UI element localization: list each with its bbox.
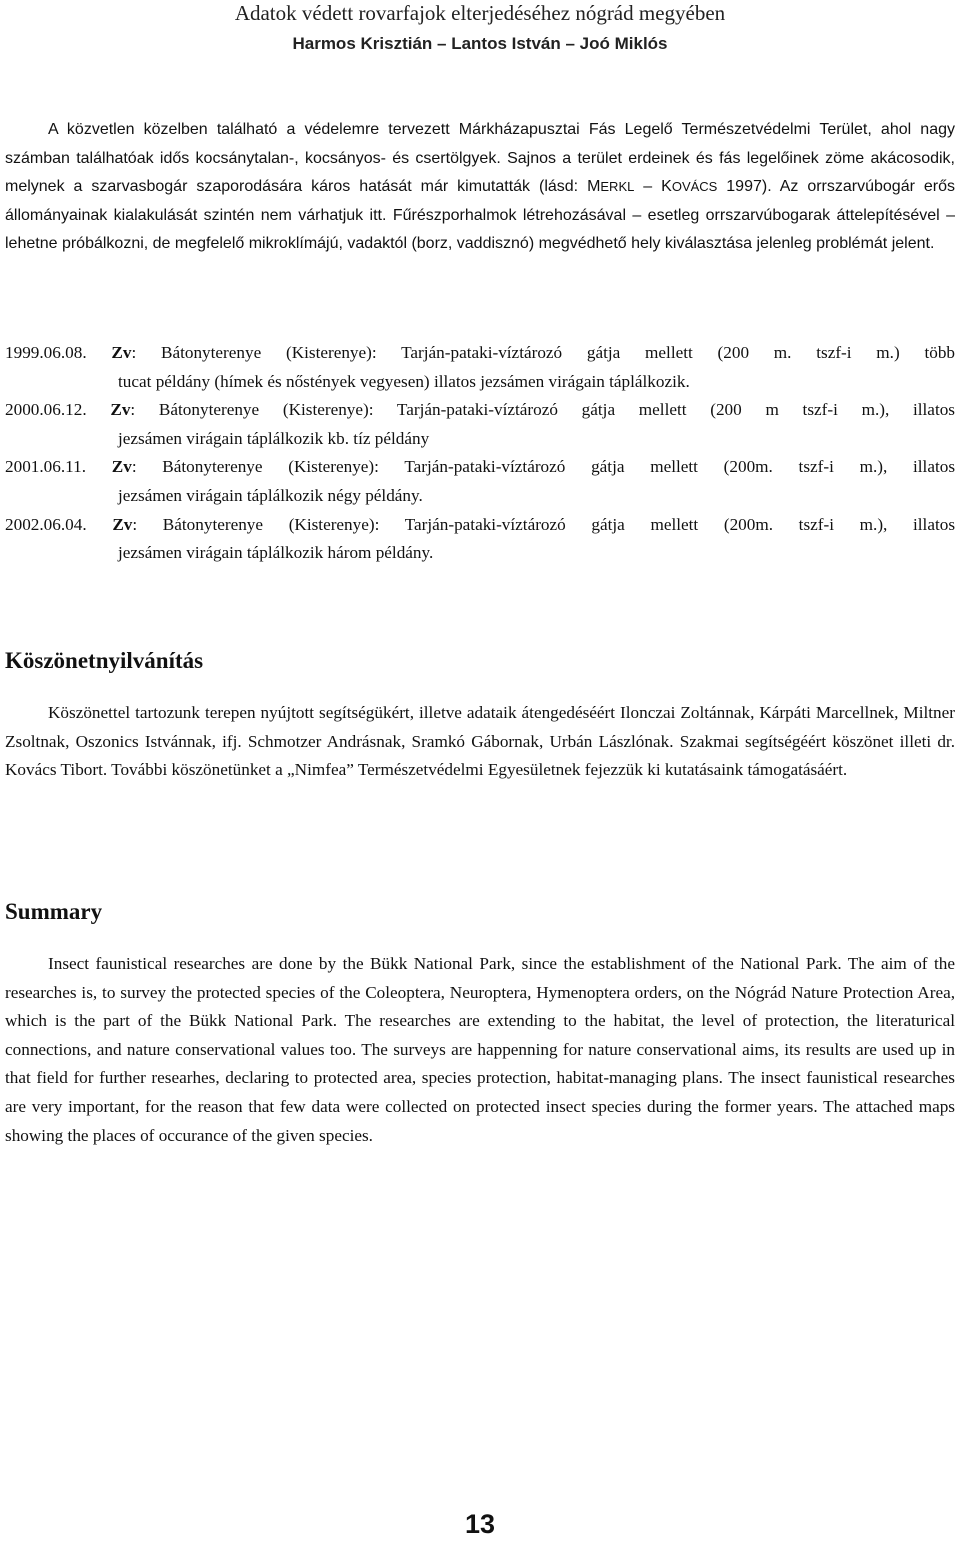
record-line-1	[5, 511, 955, 540]
record-text: : Bátonyterenye (Kisterenye): Tarján-pataki-víztározó gátja mellett (200 m tszf-i m.), illatos	[130, 400, 955, 420]
running-authors: Harmos Krisztián – Lantos István – Joó Miklós	[292, 34, 668, 53]
record-line-1	[5, 453, 955, 482]
citation-kovacs-initial: K	[661, 178, 672, 196]
acknowledgements-paragraph: Köszönettel tartozunk terepen nyújtott segítségükért, illetve adataik átengedéséért Ilonczai Zoltánnak, Kárpáti Marcellnek, Miltner Zsoltnak, Oszonics Istvánnak, ifj. Schmotzer Andrásnak, Sramkó Gábornak, Urbán Lászlónak. Szakmai segítségéért köszönet illeti dr. Kovács Tibort. További köszönetünket a „Nimfea” Természetvédelmi Egyesületnek fejezzük ki kutatásaink támogatásáért.	[5, 703, 955, 780]
citation-kovacs-rest: OVÁCS	[671, 179, 718, 195]
record-entry	[5, 453, 955, 510]
acknowledgements-heading: Köszönetnyilvánítás	[5, 648, 204, 673]
intro-text-part1: A közvetlen közelben található a védelemre tervezett Márkházapusztai Fás Legelő Természetvédelmi Terület, ahol nagy számban találhatóak idős kocsánytalan-, kocsányos- és csertölgyek. Sajnos a terület erdeinek és fás legelőinek zöme akácosodik, melynek a szarvasbogár szaporodására káros hatását már kimutatták (lásd:	[5, 121, 955, 196]
record-label: Zv	[112, 514, 133, 534]
citation-merkl-rest: ERKL	[600, 179, 635, 195]
record-date: 1999.06.08.	[5, 343, 87, 362]
record-entry	[5, 339, 955, 396]
record-label: Zv	[111, 457, 132, 477]
record-text: : Bátonyterenye (Kisterenye): Tarján-pataki-víztározó gátja mellett (200m. tszf-i m.), illatos	[132, 514, 956, 534]
record-label: Zv	[111, 343, 132, 362]
record-line-2: tucat példány (hímek és nőstények vegyesen) illatos jezsámen virágain táplálkozik.	[118, 371, 690, 391]
record-line-1	[5, 339, 955, 368]
record-line-1	[5, 396, 955, 425]
summary-paragraph: Insect faunistical researches are done by the Bükk National Park, since the establishment of the National Park. The aim of the researches is, to survey the protected species of the Coleoptera, Neuroptera, Hymenoptera orders, on the Nógrád Nature Protection Area, which is the part of the Bükk National Park. The researches are extending to the habitat, the level of protection, the literaturical connections, and nature conservational values too. The surveys are happenning for nature conservational aims, its results are used up in that field for further researhes, declaring to protected area, species protection, habitat-managing plans. The insect faunistical researches are very important, for the reason that few data were collected on protected insect species during the former years. The attached maps showing the places of occurance of the given species.	[5, 954, 955, 1145]
record-date: 2000.06.12.	[5, 400, 87, 420]
summary-heading: Summary	[5, 899, 103, 924]
record-list	[5, 339, 955, 568]
record-date: 2001.06.11.	[5, 457, 87, 477]
record-line-2: jezsámen virágain táplálkozik négy példány.	[118, 485, 423, 505]
running-title: Adatok védett rovarfajok elterjedéséhez nógrád megyében	[234, 1, 726, 25]
record-entry	[5, 396, 955, 453]
citation-merkl-initial: M	[587, 178, 601, 196]
record-line-2: jezsámen virágain táplálkozik kb. tíz példány	[118, 428, 430, 448]
intro-paragraph	[5, 116, 955, 259]
record-label: Zv	[110, 400, 131, 420]
record-date: 2002.06.04.	[5, 514, 87, 534]
page-number: 13	[464, 1509, 496, 1539]
record-text: : Bátonyterenye (Kisterenye): Tarján-pataki-víztározó gátja mellett (200 m. tszf-i m.) több	[131, 343, 956, 362]
intro-text-part2: 1997). Az orrszarvúbogár erős állományainak kialakulását szintén nem várhatjuk itt. Fűrészporhalmok létrehozásával – esetleg orrszarvúbogarak áttelepítésével – lehetne próbálkozni, de megfelelő mikroklímájú, vadaktól (borz, vaddisznó) megvédhető hely kiválasztása jelenleg problémát jelent.	[5, 178, 955, 253]
record-entry	[5, 511, 955, 568]
record-line-2: jezsámen virágain táplálkozik három példány.	[118, 543, 434, 563]
citation-separator: –	[634, 178, 662, 196]
record-text: : Bátonyterenye (Kisterenye): Tarján-pataki-víztározó gátja mellett (200m. tszf-i m.), illatos	[131, 457, 956, 477]
